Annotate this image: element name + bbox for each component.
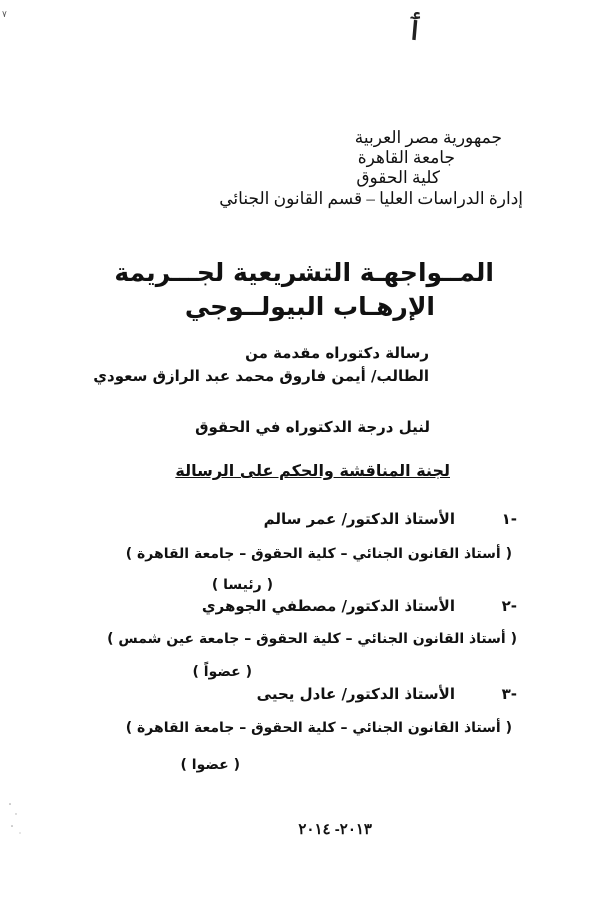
header-university: جامعة القاهرة (357, 148, 455, 167)
member-2-affiliation: ( أستاذ القانون الجنائي – كلية الحقوق – جامعة عين شمس ) (107, 631, 517, 647)
handwritten-initial: ٲ (402, 8, 427, 50)
corner-mark: ٧ (2, 10, 7, 20)
header-country: جمهورية مصر العربية (354, 128, 502, 147)
member-3-role: ( عضوا ) (180, 757, 240, 773)
member-1-name: الأستاذ الدكتور/ عمر سالم (263, 510, 455, 528)
member-1-number: ١- (501, 510, 517, 528)
member-2-role: ( عضواً ) (192, 664, 252, 680)
member-2-number: ٢- (501, 597, 517, 615)
member-2-name: الأستاذ الدكتور/ مصطفي الجوهري (201, 597, 455, 615)
thesis-title-line1: المــواجهـة التشريعية لجـــريمة (114, 258, 494, 287)
member-1-affiliation: ( أستاذ القانون الجنائي – كلية الحقوق – جامعة القاهرة ) (125, 546, 512, 562)
thesis-title-line2: الإرهـاب البيولــوجي (184, 292, 435, 321)
member-1-role: ( رئيسا ) (211, 577, 273, 593)
scan-specks (6, 800, 36, 840)
header-faculty: كلية الحقوق (356, 168, 440, 187)
member-3-number: ٣- (501, 685, 517, 703)
submission-line: رسالة دكتوراه مقدمة من (245, 344, 429, 362)
degree-line: لنيل درجة الدكتوراه في الحقوق (195, 418, 430, 436)
header-department: إدارة الدراسات العليا – قسم القانون الجنائي (219, 189, 523, 208)
academic-year: ٢٠١٣- ٢٠١٤ (298, 821, 372, 838)
member-3-affiliation: ( أستاذ القانون الجنائي – كلية الحقوق – جامعة القاهرة ) (125, 720, 512, 736)
committee-heading: لجنة المناقشة والحكم على الرسالة (175, 461, 450, 480)
member-3-name: الأستاذ الدكتور/ عادل يحيى (256, 685, 455, 703)
student-name: الطالب/ أيمن فاروق محمد عبد الرازق سعودي (93, 367, 429, 385)
